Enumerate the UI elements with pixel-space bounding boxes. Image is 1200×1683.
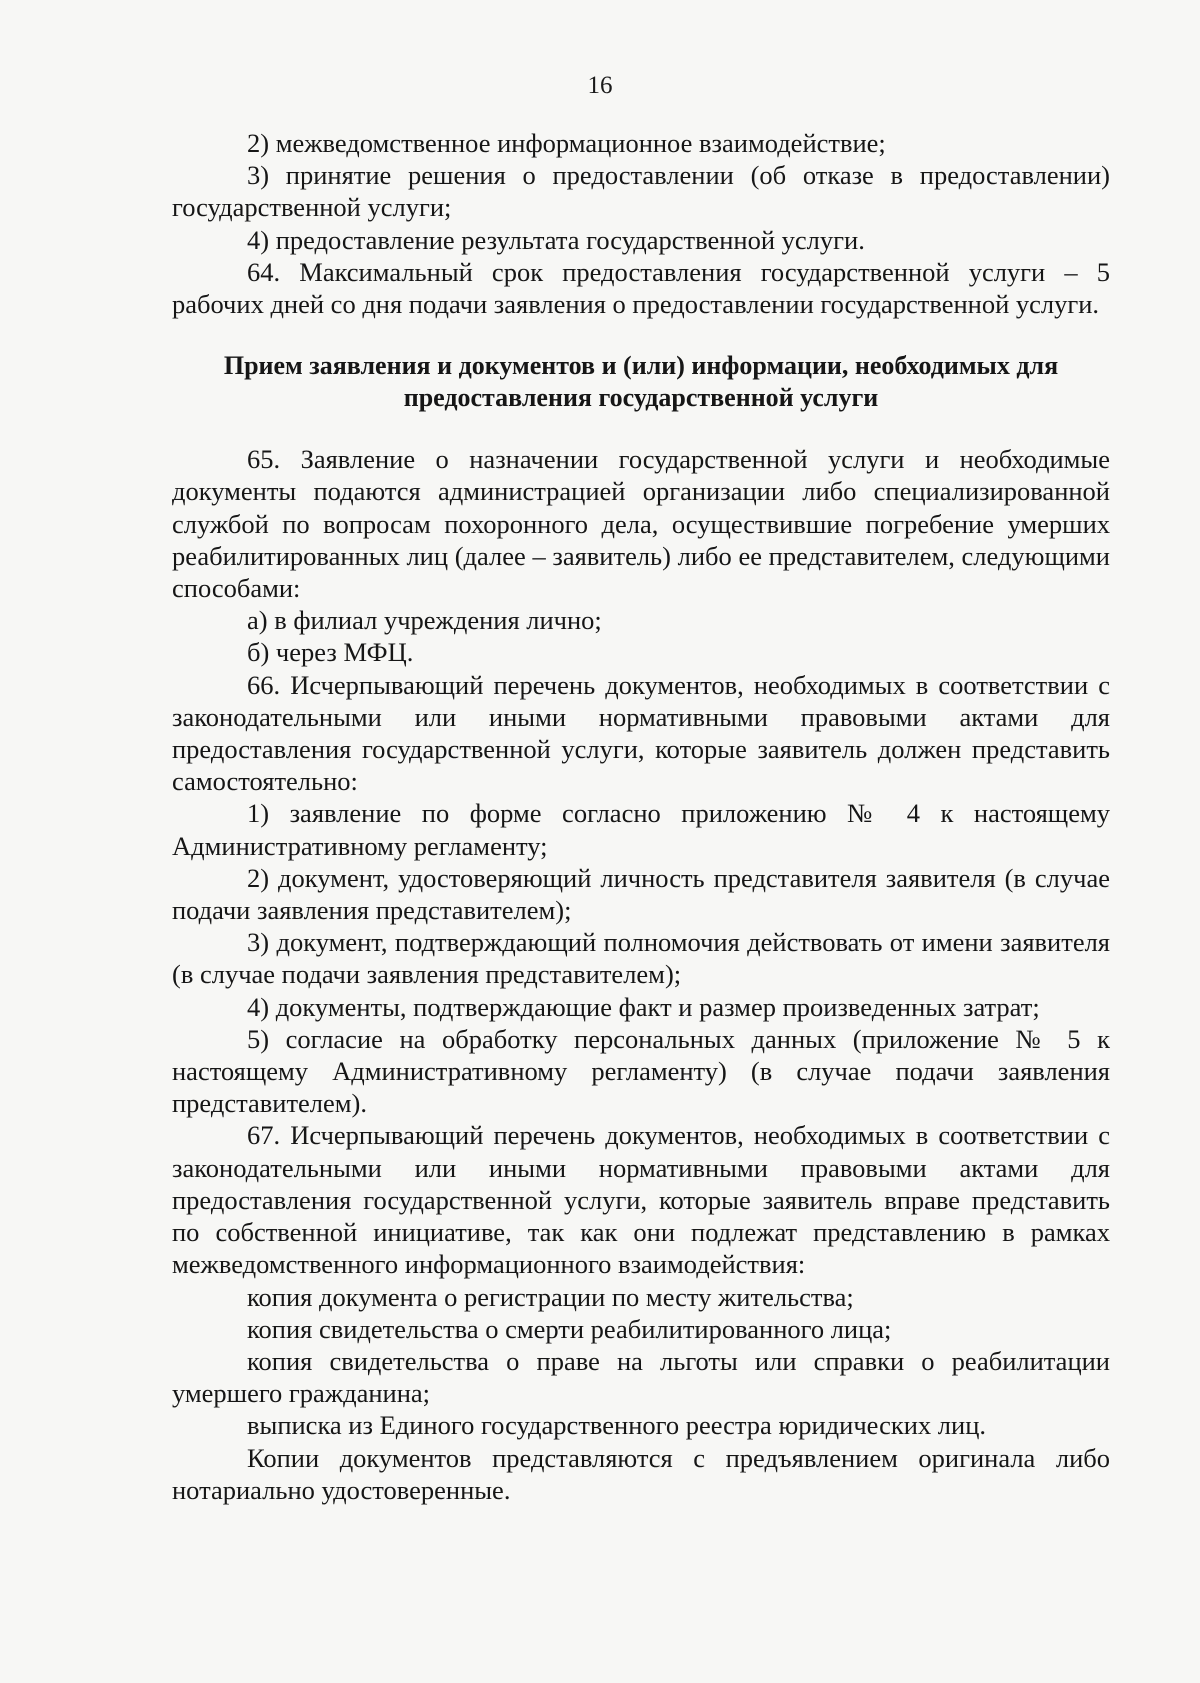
page-number: 16 (587, 72, 613, 99)
section-heading-line-2: предоставления государственной услуги (403, 382, 879, 412)
document-body (172, 127, 1110, 1506)
list-item-result: 4) предоставление результата государственной услуги. (247, 224, 865, 255)
list-item-b: б) через МФЦ. (247, 637, 414, 668)
list-item-67-registration: копия документа о регистрации по месту жительства; (247, 1281, 854, 1312)
section-heading-line-1: Прием заявления и документов и (или) информации, необходимых для (223, 351, 1059, 381)
paragraph-67: 67. Исчерпывающий перечень документов, необходимых в соответствии с законодательными или иными нормативными правовыми актами для предоставления государственной услуги, которые заявитель вправе представить по собственной инициативе, так как они подлежат представлению в рамках межведомственного информационного взаимодействия: (172, 1120, 1110, 1280)
list-item-67-register-extract: выписка из Единого государственного реестра юридических лиц. (247, 1410, 986, 1441)
list-item-a: а) в филиал учреждения лично; (247, 605, 602, 636)
list-item-66-3: 3) документ, подтверждающий полномочия действовать от имени заявителя (в случае подачи заявления представителем); (172, 927, 1110, 990)
list-item-67-benefits: копия свидетельства о праве на льготы или справки о реабилитации умершего гражданина; (172, 1345, 1110, 1409)
list-item-67-death-certificate: копия свидетельства о смерти реабилитированного лица; (247, 1313, 892, 1344)
list-item-decision: 3) принятие решения о предоставлении (об отказе в предоставлении) государственной услуги; (172, 160, 1110, 223)
list-item-66-1: 1) заявление по форме согласно приложению № 4 к настоящему Административному регламенту; (172, 798, 1110, 861)
paragraph-65: 65. Заявление о назначении государственной услуги и необходимые документы подаются администрацией организации либо специализированной службой по вопросам похоронного дела, осуществившие погребение умерших реабилитированных лиц (далее – заявитель) либо ее представителем, следующими способами: (172, 444, 1110, 604)
list-item-66-2: 2) документ, удостоверяющий личность представителя заявителя (в случае подачи заявления представителем); (172, 862, 1110, 926)
section-heading (172, 350, 1110, 413)
list-item-66-4: 4) документы, подтверждающие факт и размер произведенных затрат; (247, 991, 1040, 1022)
paragraph-64: 64. Максимальный срок предоставления государственной услуги – 5 рабочих дней со дня подачи заявления о предоставлении государственной услуги. (172, 256, 1110, 320)
list-item-interagency: 2) межведомственное информационное взаимодействие; (247, 128, 886, 158)
paragraph-66: 66. Исчерпывающий перечень документов, необходимых в соответствии с законодательными или иными нормативными правовыми актами для предоставления государственной услуги, которые заявитель должен представить самостоятельно: (172, 669, 1110, 797)
list-item-66-5: 5) согласие на обработку персональных данных (приложение № 5 к настоящему Административному регламенту) (в случае подачи заявления представителем). (172, 1023, 1110, 1119)
paragraph-copies: Копии документов представляются с предъявлением оригинала либо нотариально удостоверенные. (172, 1442, 1110, 1505)
